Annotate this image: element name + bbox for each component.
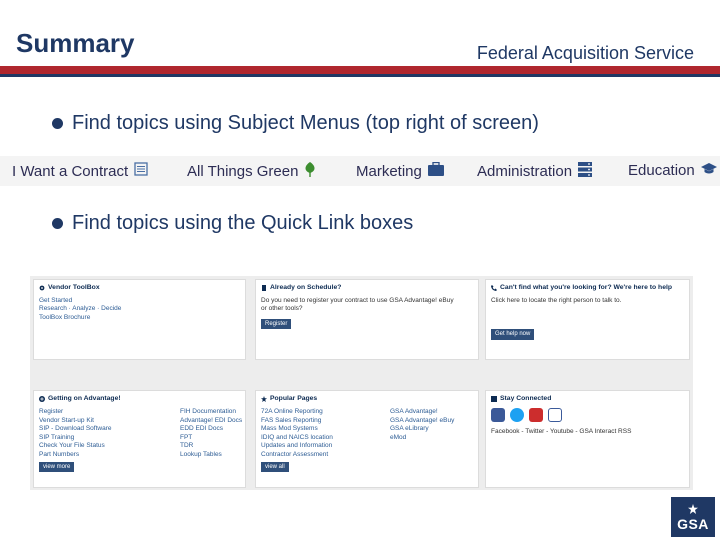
briefcase-icon bbox=[428, 162, 444, 180]
popular-links-col-2 bbox=[390, 408, 475, 442]
menu-item-i-want-a-contract[interactable] bbox=[12, 162, 148, 180]
cant-find-box bbox=[485, 279, 690, 360]
subject-menu-bar bbox=[0, 156, 720, 186]
popular-pages-box bbox=[255, 390, 479, 488]
star-icon bbox=[261, 396, 267, 402]
graduation-cap-icon bbox=[701, 162, 717, 179]
link-fas-sales-reporting[interactable]: FAS Sales Reporting bbox=[261, 416, 322, 424]
menu-item-label: All Things Green bbox=[187, 163, 299, 180]
already-on-schedule-box bbox=[255, 279, 479, 360]
link-fih-documentation[interactable]: FIH Documentation bbox=[180, 408, 236, 415]
slide-title: Summary bbox=[16, 28, 135, 58]
gsa-interact-icon[interactable] bbox=[548, 408, 562, 422]
advantage-links-col-1 bbox=[39, 408, 159, 472]
link-gsa-advantage[interactable]: GSA Advantage! bbox=[390, 408, 438, 415]
menu-item-all-things-green[interactable] bbox=[187, 162, 316, 181]
link-idiq-naics[interactable]: IDIQ and NAICS location bbox=[261, 433, 333, 441]
link-fpt[interactable]: FPT bbox=[180, 433, 193, 441]
bullet-text: Find topics using Subject Menus (top right of screen) bbox=[72, 112, 539, 134]
gsa-logo bbox=[671, 497, 715, 537]
get-help-button[interactable]: Get help now bbox=[491, 329, 534, 340]
register-button[interactable]: Register bbox=[261, 319, 291, 330]
slide-subtitle: Federal Acquisition Service bbox=[476, 43, 694, 63]
phone-icon bbox=[491, 285, 497, 291]
link-lookup-tables[interactable]: Lookup Tables bbox=[180, 450, 222, 458]
facebook-icon[interactable] bbox=[491, 408, 505, 422]
bullet-subject-menus bbox=[52, 112, 539, 135]
link-sip-training[interactable]: SIP Training bbox=[39, 433, 75, 441]
social-icons bbox=[491, 408, 684, 422]
link-sip-download[interactable]: SIP - Download Software bbox=[39, 425, 112, 433]
menu-item-label: Administration bbox=[477, 163, 573, 180]
link-toolbox-brochure[interactable]: ToolBox Brochure bbox=[39, 313, 91, 321]
link-vendor-start-up-kit[interactable]: Vendor Start-up Kit bbox=[39, 416, 94, 424]
link-get-started[interactable]: Get Started bbox=[39, 296, 73, 304]
box-text: Do you need to register your contract to use GSA Advantage! eBuy or other tools? bbox=[261, 296, 454, 313]
menu-item-administration[interactable] bbox=[477, 162, 592, 181]
menu-item-label: I Want a Contract bbox=[12, 162, 129, 180]
menu-item-education[interactable] bbox=[628, 162, 717, 179]
gear-icon bbox=[39, 285, 45, 291]
link-emod[interactable]: eMod bbox=[390, 433, 407, 441]
link-updates-information[interactable]: Updates and Information bbox=[261, 442, 333, 450]
stay-connected-box bbox=[485, 390, 690, 488]
leaf-icon bbox=[304, 162, 316, 181]
bullet-dot-icon bbox=[52, 118, 63, 129]
view-all-button[interactable]: view all bbox=[261, 462, 289, 473]
menu-item-label: Education bbox=[628, 162, 695, 179]
link-gsa-elibrary[interactable]: GSA eLibrary bbox=[390, 425, 429, 433]
server-icon bbox=[578, 162, 592, 181]
box-title: Stay Connected bbox=[491, 395, 684, 404]
box-title: Already on Schedule? bbox=[261, 284, 473, 293]
star-icon bbox=[688, 501, 698, 511]
list-icon bbox=[134, 162, 148, 180]
link-advantage-edi-docs[interactable]: Advantage! EDI Docs bbox=[180, 416, 243, 424]
box-text: Click here to locate the right person to talk to. bbox=[491, 296, 622, 304]
header-divider-red bbox=[0, 66, 720, 74]
link-part-numbers[interactable]: Part Numbers bbox=[39, 450, 80, 458]
logo-text: GSA bbox=[677, 516, 709, 532]
bullet-dot-icon bbox=[52, 218, 63, 229]
link-research-analyze-decide[interactable]: Research · Analyze · Decide bbox=[39, 305, 122, 313]
bullet-text: Find topics using the Quick Link boxes bbox=[72, 212, 414, 234]
getting-on-advantage-box bbox=[33, 390, 246, 488]
menu-item-marketing[interactable] bbox=[356, 162, 444, 180]
quick-links-screenshot bbox=[30, 276, 693, 490]
box-title: Getting on Advantage! bbox=[39, 395, 240, 404]
link-tdr[interactable]: TDR bbox=[180, 442, 194, 450]
box-title: Popular Pages bbox=[261, 395, 473, 404]
link-mass-mod-systems[interactable]: Mass Mod Systems bbox=[261, 425, 318, 433]
link-72a-online-reporting[interactable]: 72A Online Reporting bbox=[261, 408, 323, 415]
box-title: Vendor ToolBox bbox=[39, 284, 240, 293]
social-links-text: Facebook - Twitter - Youtube - GSA Interact RSS bbox=[491, 427, 632, 435]
link-check-file-status[interactable]: Check Your File Status bbox=[39, 442, 105, 450]
youtube-icon[interactable] bbox=[529, 408, 543, 422]
link-contractor-assessment[interactable]: Contractor Assessment bbox=[261, 450, 329, 458]
view-more-button[interactable]: view more bbox=[39, 462, 74, 473]
plus-circle-icon bbox=[39, 396, 45, 402]
box-title: Can't find what you're looking for? We're here to help bbox=[491, 284, 684, 293]
vendor-toolbox-box bbox=[33, 279, 246, 360]
twitter-icon[interactable] bbox=[510, 408, 524, 422]
advantage-links-col-2 bbox=[180, 408, 245, 460]
link-register[interactable]: Register bbox=[39, 408, 64, 415]
document-icon bbox=[261, 285, 267, 291]
link-edd-edi-docs[interactable]: EDD EDI Docs bbox=[180, 425, 223, 433]
menu-item-label: Marketing bbox=[356, 162, 422, 180]
share-icon bbox=[491, 396, 497, 402]
link-gsa-advantage-ebuy[interactable]: GSA Advantage! eBuy bbox=[390, 416, 455, 424]
bullet-quick-links bbox=[52, 212, 413, 235]
header-divider-blue bbox=[0, 74, 720, 77]
popular-links-col-1 bbox=[261, 408, 386, 472]
